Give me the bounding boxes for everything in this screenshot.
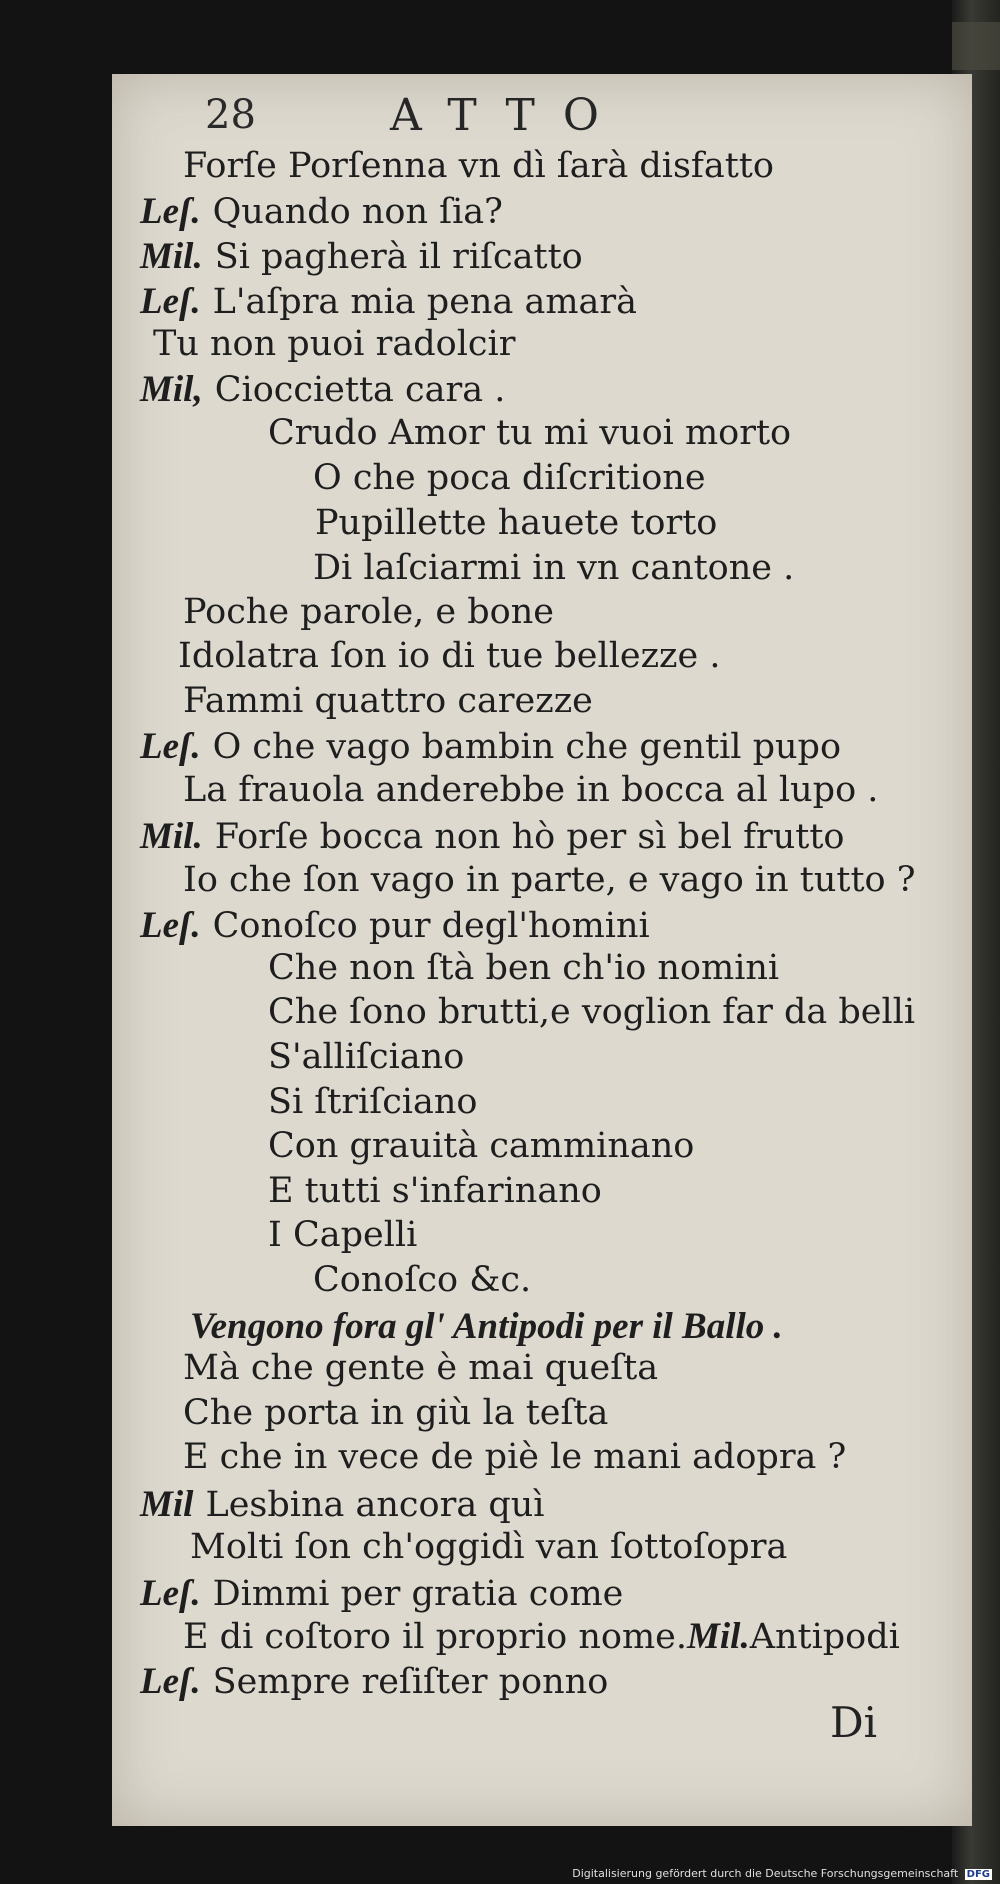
- speaker-label: Leſ.: [140, 1661, 201, 1702]
- verse-text: Si pagherà il riſcatto: [214, 237, 583, 277]
- speaker-label: Mil.: [140, 816, 203, 857]
- verse-line: [268, 1037, 464, 1077]
- credit-text: Digitalisierung gefördert durch die Deutsche Forschungsgemeinschaft: [572, 1867, 959, 1880]
- verse-text: Io che ſon vago in parte, e vago in tutto ?: [183, 860, 916, 900]
- verse-line: [140, 190, 503, 233]
- verse-line: [313, 458, 706, 498]
- verse-text: O che poca diſcritione: [313, 458, 706, 498]
- verse-text: Conoſco pur degl'homini: [212, 906, 650, 946]
- verse-text: Forſe bocca non hò per sì bel frutto: [214, 817, 845, 857]
- verse-text: Con grauità camminano: [268, 1126, 695, 1166]
- verse-text: Che non ſtà ben ch'io nomini: [268, 948, 780, 988]
- speaker-label: Leſ.: [140, 905, 201, 946]
- verse-line: [183, 770, 878, 810]
- verse-line: [268, 1215, 417, 1255]
- digitization-credit: [572, 1867, 992, 1880]
- verse-line: [153, 324, 515, 364]
- verse-line: [140, 725, 841, 768]
- catchword: Di: [830, 1698, 878, 1747]
- verse-text: E di coſtoro il proprio nome.: [183, 1617, 687, 1657]
- verse-text: Conoſco &c.: [313, 1260, 532, 1300]
- verse-line: [183, 592, 554, 632]
- verse-text: Tu non puoi radolcir: [153, 324, 516, 364]
- verse-text: Di laſciarmi in vn cantone .: [313, 548, 795, 588]
- speaker-label: Leſ.: [140, 1573, 201, 1614]
- verse-line: [183, 1393, 608, 1433]
- verse-text: Pupillette hauete torto: [315, 503, 718, 543]
- speaker-label: Mil: [140, 1484, 194, 1525]
- speaker-label: Mil.: [686, 1616, 750, 1657]
- verse-text: Crudo Amor tu mi vuoi morto: [268, 413, 792, 453]
- verse-line: [268, 1082, 477, 1122]
- verse-text: Antipodi: [749, 1617, 900, 1657]
- verse-line: [140, 1660, 608, 1703]
- verse-line: [140, 904, 650, 947]
- verse-line: [140, 815, 845, 858]
- running-title: ATTO: [390, 90, 627, 141]
- verse-text: Lesbina ancora quì: [205, 1485, 545, 1525]
- verse-text: E tutti s'infarinano: [268, 1171, 602, 1211]
- verse-line: [183, 860, 915, 900]
- speaker-label: Leſ.: [140, 726, 201, 767]
- verse-text: Quando non ſia?: [212, 192, 503, 232]
- verse-text: Molti ſon ch'oggidì van ſottoſopra: [190, 1527, 788, 1567]
- verse-text: Vengono fora gl' Antipodi per il Ballo .: [190, 1306, 783, 1347]
- verse-line: [315, 503, 717, 543]
- verse-text: Poche parole, e bone: [183, 592, 554, 632]
- verse-line: [268, 1126, 694, 1166]
- speaker-label: Leſ.: [140, 281, 201, 322]
- verse-text: Si ſtriſciano: [268, 1082, 478, 1122]
- verse-line: [183, 1437, 846, 1477]
- verse-text: Che ſono brutti,e voglion far da belli: [268, 992, 916, 1032]
- verse-line: [190, 1305, 783, 1348]
- verse-text: Forſe Porſenna vn dì ſarà disfatto: [183, 146, 774, 186]
- speaker-label: Mil,: [140, 369, 203, 410]
- verse-line: [313, 1260, 531, 1300]
- verse-text: Cioccietta cara .: [214, 370, 506, 410]
- speaker-label: Leſ.: [140, 191, 201, 232]
- verse-text: La frauola anderebbe in bocca al lupo .: [183, 770, 879, 810]
- dfg-logo: DFG: [966, 1869, 990, 1880]
- verse-line: [183, 681, 593, 721]
- verse-text: Sempre reſiſter ponno: [212, 1662, 609, 1702]
- page-number: 28: [205, 92, 256, 138]
- verse-line: [140, 1483, 544, 1526]
- spine-band: [952, 22, 1000, 70]
- verse-text: Dimmi per gratia come: [212, 1574, 624, 1614]
- verse-line: [183, 1615, 900, 1658]
- verse-text: Idolatra ſon io di tue bellezze .: [178, 636, 721, 676]
- verse-line: [268, 992, 915, 1032]
- verse-line: [268, 1171, 602, 1211]
- verse-text: Fammi quattro carezze: [183, 681, 593, 721]
- verse-text: Che porta in giù la teſta: [183, 1393, 609, 1433]
- verse-line: [140, 1572, 623, 1615]
- verse-text: S'alliſciano: [268, 1037, 465, 1077]
- verse-line: [313, 548, 794, 588]
- verse-text: Mà che gente è mai queſta: [183, 1348, 659, 1388]
- verse-text: I Capelli: [268, 1215, 418, 1255]
- verse-text: O che vago bambin che gentil pupo: [212, 727, 842, 767]
- speaker-label: Mil.: [140, 236, 203, 277]
- verse-line: [268, 948, 779, 988]
- verse-line: [190, 1527, 787, 1567]
- verse-line: [268, 413, 791, 453]
- verse-text: L'aſpra mia pena amarà: [212, 282, 637, 322]
- verse-line: [183, 146, 774, 186]
- verse-line: [140, 235, 583, 278]
- verse-text: E che in vece de piè le mani adopra ?: [183, 1437, 847, 1477]
- verse-line: [140, 368, 505, 411]
- verse-line: [183, 1348, 658, 1388]
- verse-line: [140, 280, 637, 323]
- verse-line: [178, 636, 720, 676]
